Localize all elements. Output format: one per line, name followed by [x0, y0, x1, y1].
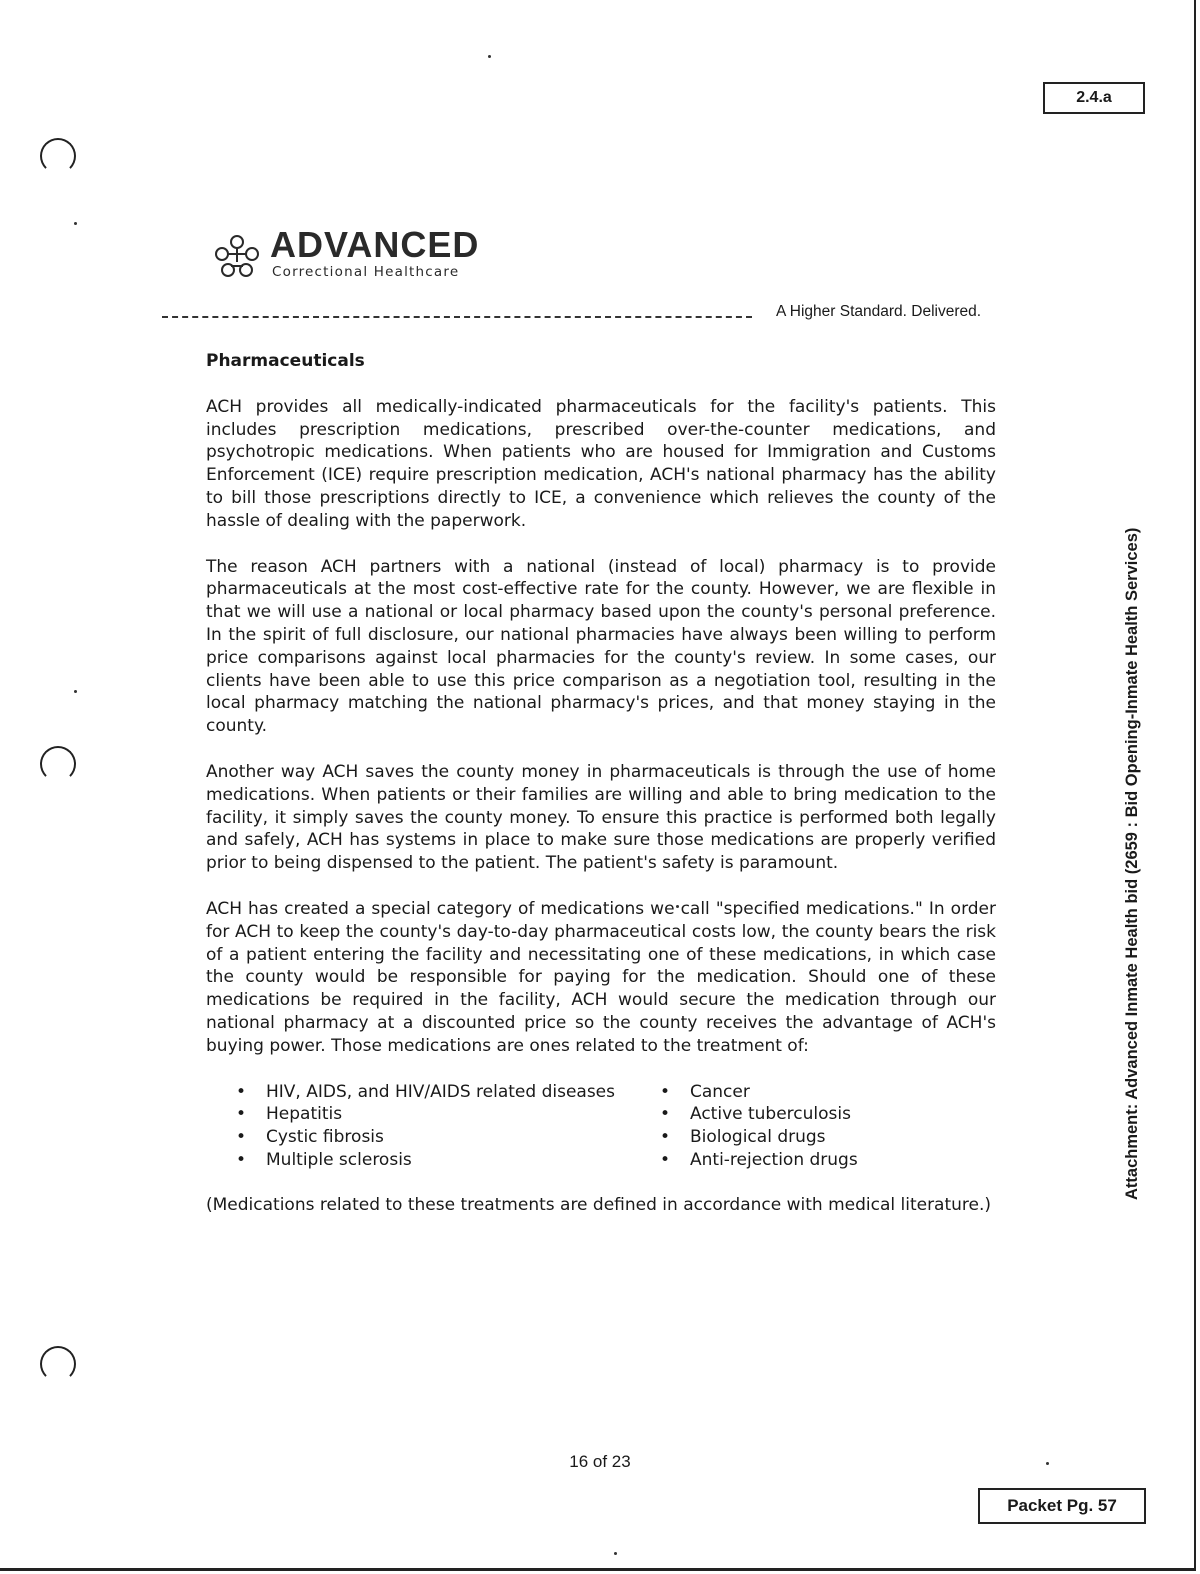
- attachment-tag: 2.4.a: [1043, 82, 1145, 114]
- logo-emblem-icon: [210, 230, 264, 280]
- logo-subtitle: Correctional Healthcare: [272, 264, 460, 280]
- list-item: • Cancer: [660, 1081, 960, 1104]
- list-item: • Multiple sclerosis: [236, 1149, 650, 1172]
- paragraph: The reason ACH partners with a national (instead of local) pharmacy is to provide pharmaceuticals at the most cost-effective rate for the county. However, we are flexible in that we will use a national or local pharmacy based upon the county's personal preference. In the spirit of full disclosure, our national pharmacies have always been willing to perform price comparisons against local pharmacies for the county's review. In some cases, our clients have been able to use this price comparison as a negotiation tool, resulting in the local pharmacy matching the national pharmacy's prices, and that money staying in the county.: [206, 556, 996, 737]
- packet-page-box: Packet Pg. 57: [978, 1488, 1146, 1524]
- treatment-list-right: [660, 1081, 960, 1172]
- attachment-side-label: Attachment: Advanced Inmate Health bid (2659 : Bid Opening-Inmate Health Services): [1123, 527, 1141, 1200]
- list-item: • Active tuberculosis: [660, 1103, 960, 1126]
- binder-hole-bottom: [40, 1346, 76, 1382]
- page-number: 16 of 23: [569, 1452, 631, 1471]
- paragraph: ACH provides all medically-indicated pharmaceuticals for the facility's patients. This includes prescription medications, prescribed over-the-counter medications, and psychotropic medications. When patients who are housed for Immigration and Customs Enforcement (ICE) require prescription medication, ACH's national pharmacy has the ability to bill those prescriptions directly to ICE, a convenience which relieves the county of the hassle of dealing with the paperwork.: [206, 396, 996, 531]
- header-rule: [162, 316, 752, 318]
- list-item: • Hepatitis: [236, 1103, 650, 1126]
- company-logo: [210, 224, 510, 284]
- scan-speck: [488, 55, 491, 58]
- list-item: • HIV, AIDS, and HIV/AIDS related diseases: [236, 1081, 650, 1104]
- logo-name: ADVANCED: [270, 224, 480, 265]
- binder-hole-middle: [40, 746, 76, 782]
- treatment-list: [206, 1081, 996, 1172]
- scan-speck: [74, 222, 77, 225]
- scan-speck: [74, 690, 77, 693]
- list-item: • Cystic fibrosis: [236, 1126, 650, 1149]
- list-item: • Biological drugs: [660, 1126, 960, 1149]
- document-body: [206, 350, 996, 1240]
- treatment-list-left: [236, 1081, 650, 1172]
- binder-hole-top: [40, 138, 76, 174]
- scan-speck: [614, 1552, 617, 1555]
- list-item: • Anti-rejection drugs: [660, 1149, 960, 1172]
- paragraph: ACH has created a special category of medications we call "specified medications." In order for ACH to keep the county's day-to-day pharmaceutical costs low, the county bears the risk of a patient entering the facility and necessitating one of these medications, in which case the county would be responsible for paying for the medication. Should one of these medications be required in the facility, ACH would secure the medication through our national pharmacy at a discounted price so the county receives the advantage of ACH's buying power. Those medications are ones related to the treatment of:: [206, 898, 996, 1056]
- section-heading: Pharmaceuticals: [206, 351, 365, 371]
- paragraph: Another way ACH saves the county money in pharmaceuticals is through the use of home medications. When patients or their families are willing and able to bring medication to the facility, it simply saves the county money. To ensure this practice is performed both legally and safely, ACH has systems in place to make sure those medications are properly verified prior to being dispensed to the patient. The patient's safety is paramount.: [206, 761, 996, 874]
- tagline: A Higher Standard. Delivered.: [776, 303, 982, 320]
- closing-note: (Medications related to these treatments are defined in accordance with medical literature.): [206, 1194, 992, 1215]
